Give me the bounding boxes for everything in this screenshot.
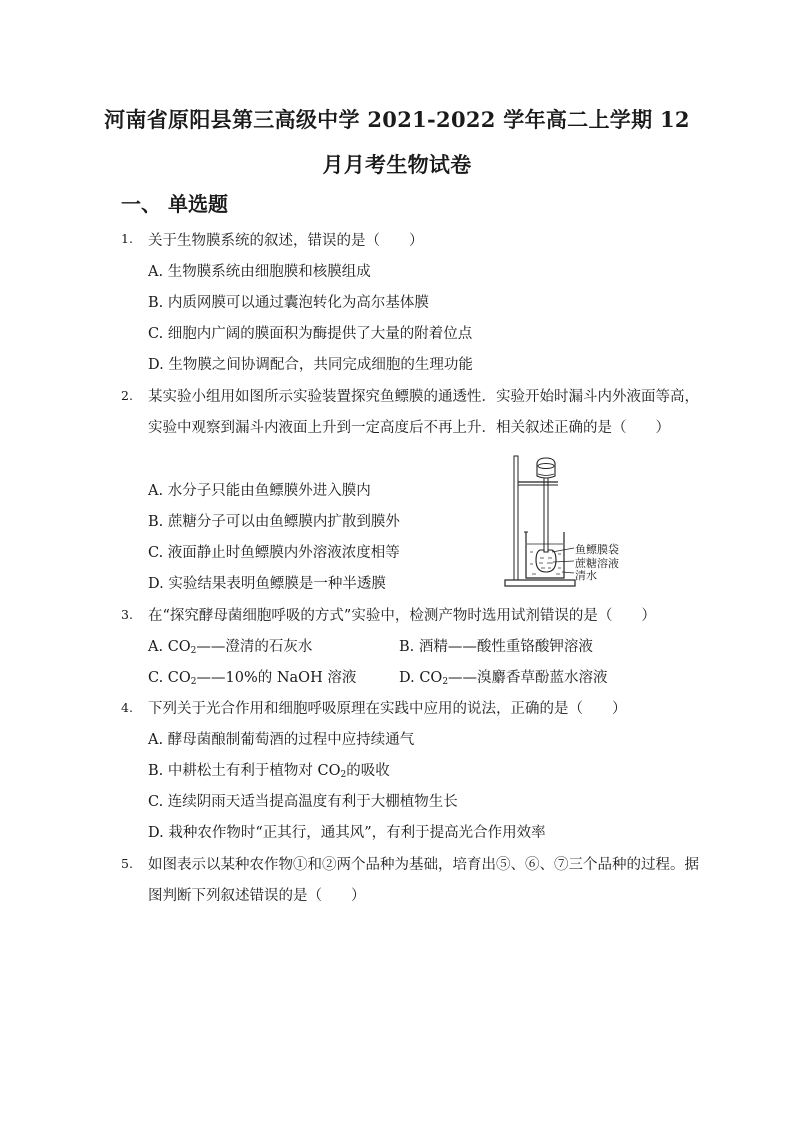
document-title-line1: 河南省原阳县第三高级中学 2021-2022 学年高二上学期 12 — [104, 107, 690, 132]
stand-base — [505, 580, 575, 586]
question-stem-line1: 某实验小组用如图所示实验装置探究鱼鳔膜的通透性．实验开始时漏斗内外液面等高， — [148, 389, 699, 405]
option-a: A. 水分子只能由鱼鳔膜外进入膜内 — [148, 483, 371, 499]
option-a: A. $CO_2——$澄清的石灰水 — [148, 639, 313, 656]
question-number: 2. — [121, 388, 133, 403]
question-number: 1. — [121, 231, 133, 246]
option-b: B. 中耕松土有利于植物对 $CO_2$的吸收 — [148, 763, 390, 780]
option-b: B. 酒精——酸性重铬酸钾溶液 — [399, 639, 593, 655]
question-stem-line2: 实验中观察到漏斗内液面上升到一定高度后不再上升．相关叙述正确的是（ ） — [148, 420, 670, 436]
option-b: B. 内质网膜可以通过囊泡转化为高尔基体膜 — [148, 295, 429, 311]
option-c: C. 细胞内广阔的膜面积为酶提供了大量的附着位点 — [148, 326, 473, 342]
question-number: 5. — [121, 856, 133, 871]
osmosis-apparatus-figure — [500, 452, 640, 592]
funnel-rim — [538, 464, 554, 469]
stand-rod — [514, 456, 518, 580]
question-number: 3. — [121, 607, 133, 622]
question-stem-line1: 如图表示以某种农作物①和②两个品种为基础，培育出⑤、⑥、⑦三个品种的过程。据 — [148, 857, 699, 873]
option-d: D. 实验结果表明鱼鳔膜是一种半透膜 — [148, 576, 386, 592]
option-a: A. 酵母菌酿制葡萄酒的过程中应持续通气 — [148, 732, 415, 748]
question-stem: 在“探究酵母菌细胞呼吸的方式”实验中，检测产物时选用试剂错误的是（ ） — [148, 608, 656, 624]
question-stem-line2: 图判断下列叙述错误的是（ ） — [148, 888, 366, 904]
beaker — [526, 532, 564, 578]
option-a: A. 生物膜系统由细胞膜和核膜组成 — [148, 264, 371, 280]
figure-label-bag: 鱼鳔膜袋 — [575, 543, 619, 556]
option-d: D. 栽种农作物时“正其行，通其风”，有利于提高光合作用效率 — [148, 825, 546, 841]
document-title-line2: 月月考生物试卷 — [322, 152, 472, 177]
option-c: C. 连续阴雨天适当提高温度有利于大棚植物生长 — [148, 794, 458, 810]
fish-bladder-bag — [536, 550, 556, 572]
question-number: 4. — [121, 700, 133, 715]
question-stem: 关于生物膜系统的叙述，错误的是（ ） — [148, 233, 424, 249]
figure-label-sucrose: 蔗糖溶液 — [575, 557, 619, 570]
option-c: C. $CO_2——10\%$的 NaOH 溶液 — [148, 670, 357, 687]
question-stem: 下列关于光合作用和细胞呼吸原理在实践中应用的说法，正确的是（ ） — [148, 701, 627, 717]
option-d: D. 生物膜之间协调配合，共同完成细胞的生理功能 — [148, 357, 473, 373]
option-c: C. 液面静止时鱼鳔膜内外溶液浓度相等 — [148, 545, 400, 561]
figure-label-water: 清水 — [575, 569, 597, 582]
leader-line-bag — [552, 548, 574, 552]
option-d: D. $CO_2——$溴麝香草酚蓝水溶液 — [399, 670, 608, 687]
option-b: B. 蔗糖分子可以由鱼鳔膜内扩散到膜外 — [148, 514, 400, 530]
section-heading: 一、 单选题 — [121, 192, 228, 216]
funnel-liquid — [538, 474, 554, 476]
